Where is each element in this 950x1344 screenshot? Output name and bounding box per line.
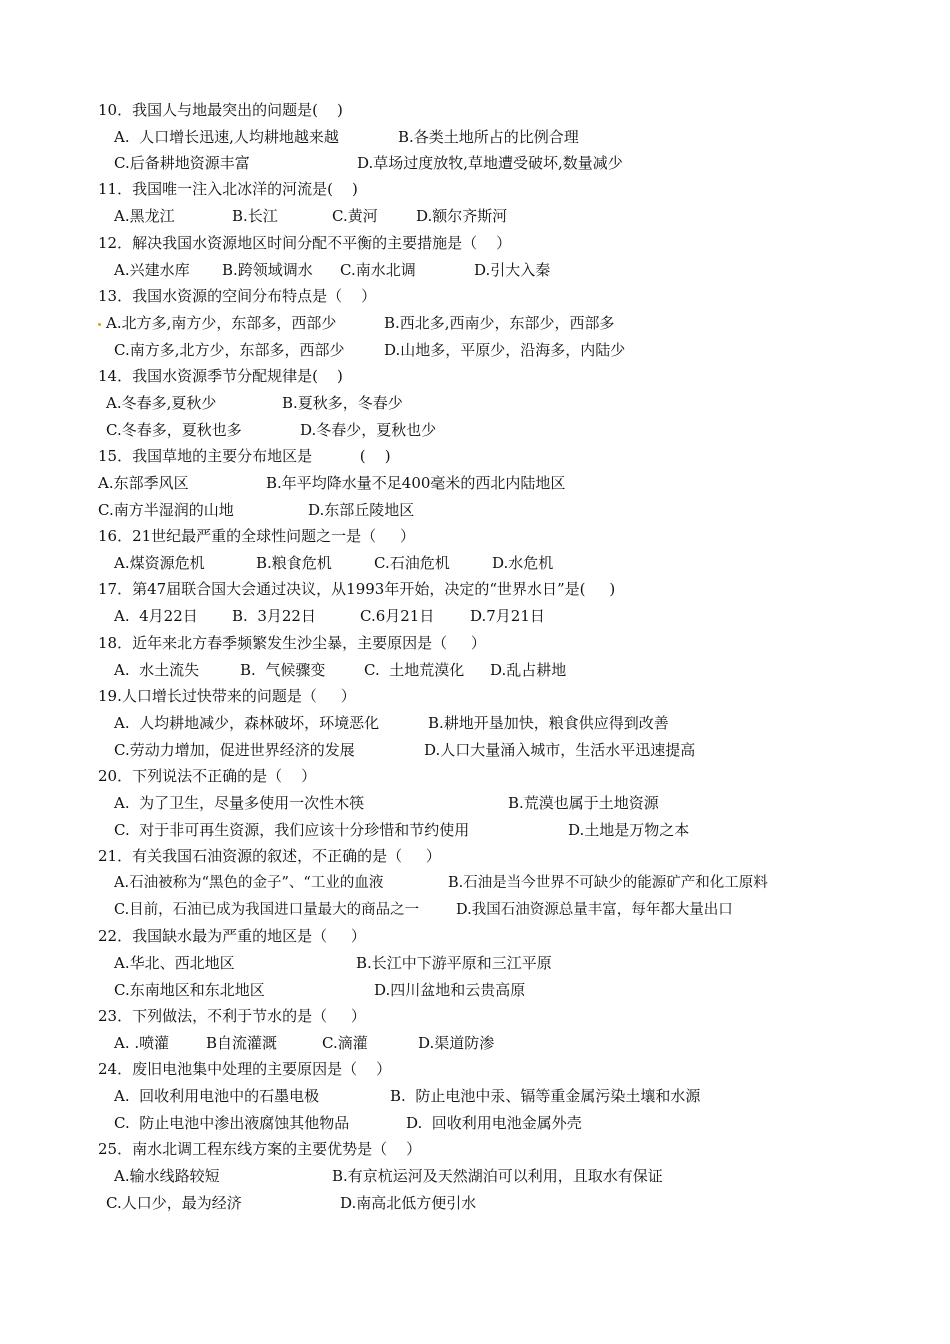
q23-option-d: D.渠道防渗 (418, 1034, 495, 1052)
q14-option-b: B.夏秋多，冬春少 (282, 394, 403, 412)
q21-option-c: C.目前，石油已成为我国进口量最大的商品之一 (114, 902, 420, 918)
question-20-stem: 20．下列说法不正确的是（ ） (98, 767, 317, 785)
question-19-stem: 19.人口增长过快带来的问题是（ ） (98, 687, 356, 705)
question-13-stem: 13．我国水资源的空间分布特点是（ ） (98, 287, 377, 305)
scan-dot (98, 323, 101, 326)
q22-option-b: B.长江中下游平原和三江平原 (356, 954, 552, 972)
q10-option-b: B.各类土地所占的比例合理 (398, 128, 579, 146)
question-12-stem: 12．解决我国水资源地区时间分配不平衡的主要措施是（ ） (98, 234, 512, 252)
q17-option-d: D.7月21日 (470, 607, 545, 625)
q18-option-d: D.乱占耕地 (490, 661, 567, 679)
q21-option-a: A.石油被称为“黑色的金子”、“工业的血液 (114, 875, 384, 891)
q21-option-b: B.石油是当今世界不可缺少的能源矿产和化工原料 (448, 875, 768, 891)
q20-option-c: C. 对于非可再生资源，我们应该十分珍惜和节约使用 (114, 821, 470, 839)
question-17-stem: 17．第47届联合国大会通过决议，从1993年开始，决定的“世界水日”是( ) (98, 580, 616, 598)
q18-option-a: A. 水土流失 (114, 661, 200, 679)
q12-option-b: B.跨领域调水 (222, 261, 313, 279)
q11-option-a: A.黑龙江 (114, 207, 175, 225)
question-22-stem: 22．我国缺水最为严重的地区是（ ） (98, 927, 366, 945)
q25-option-a: A.输水线路较短 (114, 1167, 220, 1185)
q15-option-a: A.东部季风区 (98, 474, 189, 492)
q12-option-c: C.南水北调 (340, 261, 416, 279)
q15-option-d: D.东部丘陵地区 (308, 501, 415, 519)
q19-option-d: D.人口大量涌入城市，生活水平迅速提高 (424, 741, 696, 759)
q15-option-c: C.南方半湿润的山地 (98, 501, 234, 519)
q10-option-a: A. 人口增长迅速,人均耕地越来越 (114, 128, 339, 146)
q24-option-a: A. 回收利用电池中的石墨电极 (114, 1087, 320, 1105)
question-23-stem: 23．下列做法，不利于节水的是（ ） (98, 1007, 366, 1025)
q13-option-b: B.西北多,西南少，东部少，西部多 (384, 314, 615, 332)
question-24-stem: 24．废旧电池集中处理的主要原因是（ ） (98, 1060, 392, 1078)
q22-option-a: A.华北、西北地区 (114, 954, 235, 972)
q24-option-d: D. 回收利用电池金属外壳 (406, 1114, 582, 1132)
q25-option-d: D.南高北低方便引水 (340, 1194, 477, 1212)
q19-option-b: B.耕地开垦加快，粮食供应得到改善 (428, 714, 669, 732)
q16-option-b: B.粮食危机 (256, 554, 332, 572)
q16-option-d: D.水危机 (492, 554, 554, 572)
question-15-stem: 15．我国草地的主要分布地区是 ( ) (98, 447, 391, 465)
q14-option-d: D.冬春少，夏秋也少 (300, 421, 437, 439)
q17-option-b: B. 3月22日 (232, 607, 316, 625)
q25-option-c: C.人口少，最为经济 (106, 1194, 242, 1212)
q21-option-d: D.我国石油资源总量丰富，每年都大量出口 (456, 902, 733, 918)
q16-option-a: A.煤资源危机 (114, 554, 205, 572)
q19-option-c: C.劳动力增加，促进世界经济的发展 (114, 741, 355, 759)
q17-option-a: A. 4月22日 (114, 607, 198, 625)
question-11-stem: 11．我国唯一注入北冰洋的河流是( ) (98, 180, 358, 198)
q23-option-b: B自流灌溉 (206, 1034, 278, 1052)
q19-option-a: A. 人均耕地减少，森林破坏，环境恶化 (114, 714, 380, 732)
q20-option-d: D.土地是万物之本 (568, 821, 690, 839)
q22-option-d: D.四川盆地和云贵高原 (374, 981, 526, 999)
q17-option-c: C.6月21日 (360, 607, 435, 625)
q24-option-c: C. 防止电池中渗出液腐蚀其他物品 (114, 1114, 350, 1132)
q11-option-c: C.黄河 (332, 207, 378, 225)
q10-option-d: D.草场过度放牧,草地遭受破坏,数量减少 (357, 154, 623, 172)
q12-option-d: D.引大入秦 (474, 261, 551, 279)
q14-option-a: A.冬春多,夏秋少 (106, 394, 217, 412)
q18-option-c: C. 土地荒漠化 (364, 661, 465, 679)
q20-option-a: A. 为了卫生，尽量多使用一次性木筷 (114, 794, 365, 812)
q10-option-c: C.后备耕地资源丰富 (114, 154, 250, 172)
q22-option-c: C.东南地区和东北地区 (114, 981, 265, 999)
q23-option-c: C.滴灌 (322, 1034, 368, 1052)
question-18-stem: 18．近年来北方春季频繁发生沙尘暴，主要原因是（ ） (98, 634, 486, 652)
question-14-stem: 14．我国水资源季节分配规律是( ) (98, 367, 343, 385)
q20-option-b: B.荒漠也属于土地资源 (508, 794, 659, 812)
q25-option-b: B.有京杭运河及天然湖泊可以利用，且取水有保证 (332, 1167, 663, 1185)
q13-option-c: C.南方多,北方少，东部多，西部少 (114, 341, 345, 359)
q15-option-b: B.年平均降水量不足400毫米的西北内陆地区 (266, 474, 566, 492)
q11-option-d: D.额尔齐斯河 (416, 207, 508, 225)
question-16-stem: 16．21世纪最严重的全球性问题之一是（ ） (98, 527, 416, 545)
q24-option-b: B. 防止电池中汞、镉等重金属污染土壤和水源 (390, 1087, 701, 1105)
q12-option-a: A.兴建水库 (114, 261, 190, 279)
question-21-stem: 21．有关我国石油资源的叙述，不正确的是（ ） (98, 847, 441, 865)
question-10-stem: 10．我国人与地最突出的问题是( ) (98, 101, 343, 119)
q13-option-d: D.山地多，平原少，沿海多，内陆少 (384, 341, 626, 359)
q13-option-a: A.北方多,南方少，东部多，西部少 (106, 314, 337, 332)
q14-option-c: C.冬春多，夏秋也多 (106, 421, 242, 439)
q16-option-c: C.石油危机 (374, 554, 450, 572)
q11-option-b: B.长江 (232, 207, 278, 225)
q18-option-b: B. 气候骤变 (240, 661, 326, 679)
question-25-stem: 25．南水北调工程东线方案的主要优势是（ ） (98, 1140, 422, 1158)
q23-option-a: A. .喷灌 (114, 1034, 170, 1052)
